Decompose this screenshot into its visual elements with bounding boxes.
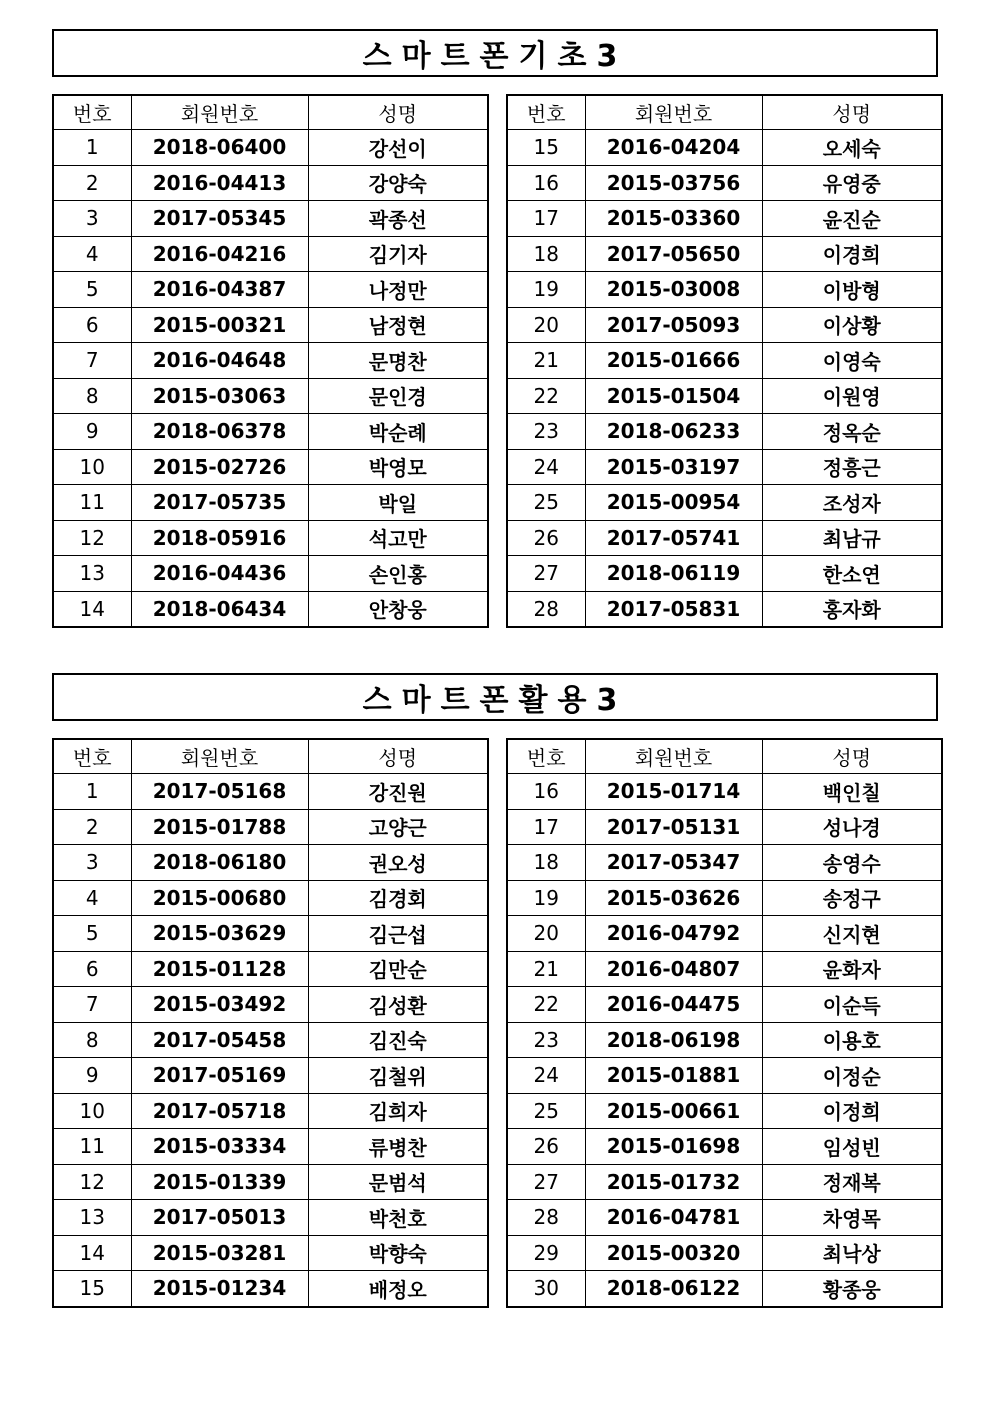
cell-no: 16	[507, 774, 585, 810]
cell-member-id: 2015-00661	[585, 1093, 762, 1129]
table-row	[53, 880, 488, 916]
cell-member-id: 2018-06434	[131, 591, 308, 627]
cell-no: 5	[53, 916, 131, 952]
cell-no: 21	[507, 343, 585, 379]
cell-name: 이원영	[762, 378, 942, 414]
table-row	[53, 236, 488, 272]
cell-member-id: 2015-02726	[131, 449, 308, 485]
cell-member-id: 2017-05735	[131, 485, 308, 521]
cell-name: 한소연	[762, 556, 942, 592]
cell-name: 배정오	[308, 1271, 488, 1307]
cell-member-id: 2016-04781	[585, 1200, 762, 1236]
cell-name: 이순득	[762, 987, 942, 1023]
cell-name: 최낙상	[762, 1235, 942, 1271]
table-row	[507, 1271, 942, 1307]
cell-name: 문범석	[308, 1164, 488, 1200]
table-row	[53, 556, 488, 592]
cell-no: 21	[507, 951, 585, 987]
cell-name: 정흥근	[762, 449, 942, 485]
cell-member-id: 2017-05345	[131, 201, 308, 237]
header-name: 성명	[762, 739, 942, 774]
cell-no: 24	[507, 449, 585, 485]
table-row	[53, 1235, 488, 1271]
cell-name: 류병찬	[308, 1129, 488, 1165]
cell-no: 25	[507, 485, 585, 521]
cell-member-id: 2017-05458	[131, 1022, 308, 1058]
cell-member-id: 2016-04387	[131, 272, 308, 308]
table-row	[53, 774, 488, 810]
table-row	[53, 520, 488, 556]
table-row	[507, 520, 942, 556]
table-header-row	[53, 739, 488, 774]
cell-member-id: 2015-03281	[131, 1235, 308, 1271]
cell-name: 김철위	[308, 1058, 488, 1094]
table-row	[53, 1200, 488, 1236]
cell-name: 김희자	[308, 1093, 488, 1129]
roster-table-basics-left	[52, 94, 489, 628]
table-row	[53, 414, 488, 450]
cell-name: 정재복	[762, 1164, 942, 1200]
table-row	[507, 165, 942, 201]
table-row	[507, 774, 942, 810]
table-row	[53, 1058, 488, 1094]
cell-name: 나정만	[308, 272, 488, 308]
table-header-row	[53, 95, 488, 130]
table-row	[507, 1200, 942, 1236]
cell-no: 24	[507, 1058, 585, 1094]
cell-name: 차영목	[762, 1200, 942, 1236]
cell-member-id: 2017-05347	[585, 845, 762, 881]
cell-no: 13	[53, 556, 131, 592]
cell-member-id: 2015-03063	[131, 378, 308, 414]
cell-no: 17	[507, 809, 585, 845]
cell-member-id: 2016-04807	[585, 951, 762, 987]
cell-member-id: 2016-04216	[131, 236, 308, 272]
table-row	[507, 130, 942, 166]
table-row	[507, 1164, 942, 1200]
cell-no: 28	[507, 591, 585, 627]
cell-name: 안창웅	[308, 591, 488, 627]
cell-no: 4	[53, 236, 131, 272]
cell-name: 최남규	[762, 520, 942, 556]
cell-name: 황종웅	[762, 1271, 942, 1307]
cell-name: 이상황	[762, 307, 942, 343]
table-row	[53, 845, 488, 881]
cell-no: 23	[507, 414, 585, 450]
cell-member-id: 2018-06180	[131, 845, 308, 881]
cell-name: 박일	[308, 485, 488, 521]
cell-name: 강양숙	[308, 165, 488, 201]
cell-name: 이영숙	[762, 343, 942, 379]
cell-name: 송영수	[762, 845, 942, 881]
cell-member-id: 2015-00321	[131, 307, 308, 343]
cell-no: 30	[507, 1271, 585, 1307]
table-row	[53, 165, 488, 201]
cell-member-id: 2015-01698	[585, 1129, 762, 1165]
cell-no: 11	[53, 1129, 131, 1165]
table-row	[507, 449, 942, 485]
cell-member-id: 2015-01339	[131, 1164, 308, 1200]
cell-member-id: 2018-06122	[585, 1271, 762, 1307]
cell-name: 김만순	[308, 951, 488, 987]
cell-member-id: 2016-04413	[131, 165, 308, 201]
cell-name: 김진숙	[308, 1022, 488, 1058]
table-row	[507, 880, 942, 916]
cell-member-id: 2016-04475	[585, 987, 762, 1023]
cell-no: 25	[507, 1093, 585, 1129]
cell-name: 강진원	[308, 774, 488, 810]
header-no: 번호	[507, 739, 585, 774]
table-row	[507, 809, 942, 845]
table-row	[507, 343, 942, 379]
header-member-id: 회원번호	[131, 739, 308, 774]
cell-no: 12	[53, 520, 131, 556]
cell-no: 28	[507, 1200, 585, 1236]
cell-member-id: 2015-03626	[585, 880, 762, 916]
table-row	[53, 272, 488, 308]
cell-no: 20	[507, 307, 585, 343]
cell-member-id: 2015-01788	[131, 809, 308, 845]
cell-member-id: 2017-05831	[585, 591, 762, 627]
cell-no: 5	[53, 272, 131, 308]
cell-no: 22	[507, 987, 585, 1023]
table-row	[53, 809, 488, 845]
table-row	[53, 916, 488, 952]
cell-name: 이용호	[762, 1022, 942, 1058]
cell-name: 홍자화	[762, 591, 942, 627]
cell-name: 윤화자	[762, 951, 942, 987]
cell-member-id: 2018-06400	[131, 130, 308, 166]
table-header-row	[507, 739, 942, 774]
header-name: 성명	[762, 95, 942, 130]
cell-no: 14	[53, 591, 131, 627]
cell-member-id: 2015-01714	[585, 774, 762, 810]
cell-name: 문인경	[308, 378, 488, 414]
cell-name: 석고만	[308, 520, 488, 556]
table-row	[53, 1164, 488, 1200]
header-no: 번호	[53, 739, 131, 774]
cell-name: 오세숙	[762, 130, 942, 166]
table-row	[53, 951, 488, 987]
roster-table-applied-left	[52, 738, 489, 1308]
cell-no: 9	[53, 1058, 131, 1094]
cell-name: 김경회	[308, 880, 488, 916]
cell-member-id: 2015-01128	[131, 951, 308, 987]
cell-name: 문명찬	[308, 343, 488, 379]
cell-member-id: 2017-05169	[131, 1058, 308, 1094]
cell-name: 손인홍	[308, 556, 488, 592]
cell-name: 남정현	[308, 307, 488, 343]
table-row	[507, 1058, 942, 1094]
cell-no: 3	[53, 845, 131, 881]
table-row	[507, 591, 942, 627]
cell-member-id: 2018-06119	[585, 556, 762, 592]
cell-member-id: 2015-00680	[131, 880, 308, 916]
roster-table-applied-right	[506, 738, 943, 1308]
cell-member-id: 2018-06198	[585, 1022, 762, 1058]
table-row	[507, 1093, 942, 1129]
cell-member-id: 2018-05916	[131, 520, 308, 556]
cell-member-id: 2015-01666	[585, 343, 762, 379]
cell-name: 정옥순	[762, 414, 942, 450]
cell-no: 29	[507, 1235, 585, 1271]
roster-table-basics-right	[506, 94, 943, 628]
cell-name: 조성자	[762, 485, 942, 521]
cell-name: 유영중	[762, 165, 942, 201]
table-row	[507, 1022, 942, 1058]
table-row	[53, 987, 488, 1023]
cell-no: 2	[53, 165, 131, 201]
cell-no: 10	[53, 1093, 131, 1129]
cell-name: 윤진순	[762, 201, 942, 237]
table-row	[507, 1129, 942, 1165]
cell-name: 성나경	[762, 809, 942, 845]
section-title-applied: 스마트폰활용3	[52, 673, 938, 721]
table-row	[507, 951, 942, 987]
cell-member-id: 2017-05650	[585, 236, 762, 272]
cell-name: 강선이	[308, 130, 488, 166]
cell-no: 26	[507, 520, 585, 556]
cell-no: 14	[53, 1235, 131, 1271]
table-row	[53, 1129, 488, 1165]
cell-member-id: 2017-05131	[585, 809, 762, 845]
cell-member-id: 2015-01881	[585, 1058, 762, 1094]
cell-no: 19	[507, 272, 585, 308]
header-member-id: 회원번호	[131, 95, 308, 130]
cell-member-id: 2017-05093	[585, 307, 762, 343]
cell-member-id: 2015-03492	[131, 987, 308, 1023]
table-row	[53, 307, 488, 343]
table-row	[507, 845, 942, 881]
cell-member-id: 2015-03197	[585, 449, 762, 485]
cell-no: 8	[53, 378, 131, 414]
cell-member-id: 2018-06378	[131, 414, 308, 450]
header-name: 성명	[308, 739, 488, 774]
cell-no: 1	[53, 130, 131, 166]
cell-no: 11	[53, 485, 131, 521]
cell-no: 27	[507, 556, 585, 592]
cell-no: 18	[507, 845, 585, 881]
cell-no: 6	[53, 307, 131, 343]
table-row	[507, 272, 942, 308]
cell-member-id: 2017-05168	[131, 774, 308, 810]
cell-no: 7	[53, 987, 131, 1023]
table-header-row	[507, 95, 942, 130]
cell-no: 27	[507, 1164, 585, 1200]
table-row	[53, 201, 488, 237]
cell-name: 박순례	[308, 414, 488, 450]
cell-name: 김기자	[308, 236, 488, 272]
table-row	[507, 236, 942, 272]
cell-name: 박천호	[308, 1200, 488, 1236]
table-row	[507, 916, 942, 952]
header-name: 성명	[308, 95, 488, 130]
cell-member-id: 2018-06233	[585, 414, 762, 450]
header-member-id: 회원번호	[585, 739, 762, 774]
cell-name: 박향숙	[308, 1235, 488, 1271]
cell-no: 1	[53, 774, 131, 810]
cell-no: 20	[507, 916, 585, 952]
cell-member-id: 2015-03360	[585, 201, 762, 237]
cell-name: 백인칠	[762, 774, 942, 810]
table-row	[53, 591, 488, 627]
cell-no: 9	[53, 414, 131, 450]
table-row	[53, 1093, 488, 1129]
cell-member-id: 2015-03756	[585, 165, 762, 201]
cell-no: 18	[507, 236, 585, 272]
cell-member-id: 2016-04436	[131, 556, 308, 592]
cell-name: 권오성	[308, 845, 488, 881]
cell-name: 박영모	[308, 449, 488, 485]
cell-member-id: 2015-03629	[131, 916, 308, 952]
table-row	[507, 414, 942, 450]
table-row	[507, 1235, 942, 1271]
header-no: 번호	[507, 95, 585, 130]
cell-name: 고양근	[308, 809, 488, 845]
cell-no: 12	[53, 1164, 131, 1200]
table-row	[507, 307, 942, 343]
cell-name: 김성환	[308, 987, 488, 1023]
table-row	[53, 449, 488, 485]
cell-no: 10	[53, 449, 131, 485]
cell-member-id: 2016-04648	[131, 343, 308, 379]
cell-name: 이정순	[762, 1058, 942, 1094]
table-row	[53, 343, 488, 379]
cell-name: 이경희	[762, 236, 942, 272]
cell-no: 7	[53, 343, 131, 379]
cell-member-id: 2017-05718	[131, 1093, 308, 1129]
table-row	[507, 556, 942, 592]
cell-member-id: 2017-05741	[585, 520, 762, 556]
table-row	[507, 201, 942, 237]
cell-no: 26	[507, 1129, 585, 1165]
cell-name: 신지현	[762, 916, 942, 952]
section-title-basics: 스마트폰기초3	[52, 29, 938, 77]
cell-no: 23	[507, 1022, 585, 1058]
cell-no: 3	[53, 201, 131, 237]
cell-member-id: 2017-05013	[131, 1200, 308, 1236]
cell-no: 13	[53, 1200, 131, 1236]
cell-member-id: 2015-03334	[131, 1129, 308, 1165]
cell-no: 8	[53, 1022, 131, 1058]
cell-no: 4	[53, 880, 131, 916]
cell-name: 이정희	[762, 1093, 942, 1129]
cell-member-id: 2015-00320	[585, 1235, 762, 1271]
cell-member-id: 2015-01234	[131, 1271, 308, 1307]
table-row	[507, 987, 942, 1023]
cell-name: 이방형	[762, 272, 942, 308]
cell-member-id: 2016-04792	[585, 916, 762, 952]
cell-no: 15	[53, 1271, 131, 1307]
cell-name: 임성빈	[762, 1129, 942, 1165]
cell-no: 6	[53, 951, 131, 987]
table-row	[53, 485, 488, 521]
cell-no: 2	[53, 809, 131, 845]
cell-no: 22	[507, 378, 585, 414]
cell-no: 17	[507, 201, 585, 237]
cell-member-id: 2015-01732	[585, 1164, 762, 1200]
cell-name: 송정구	[762, 880, 942, 916]
cell-no: 19	[507, 880, 585, 916]
cell-member-id: 2015-00954	[585, 485, 762, 521]
table-row	[53, 1271, 488, 1307]
cell-no: 16	[507, 165, 585, 201]
cell-member-id: 2015-01504	[585, 378, 762, 414]
table-row	[53, 130, 488, 166]
cell-name: 김근섭	[308, 916, 488, 952]
table-row	[507, 378, 942, 414]
cell-member-id: 2016-04204	[585, 130, 762, 166]
table-row	[53, 378, 488, 414]
table-row	[53, 1022, 488, 1058]
cell-member-id: 2015-03008	[585, 272, 762, 308]
header-member-id: 회원번호	[585, 95, 762, 130]
cell-name: 곽종선	[308, 201, 488, 237]
cell-no: 15	[507, 130, 585, 166]
table-row	[507, 485, 942, 521]
header-no: 번호	[53, 95, 131, 130]
